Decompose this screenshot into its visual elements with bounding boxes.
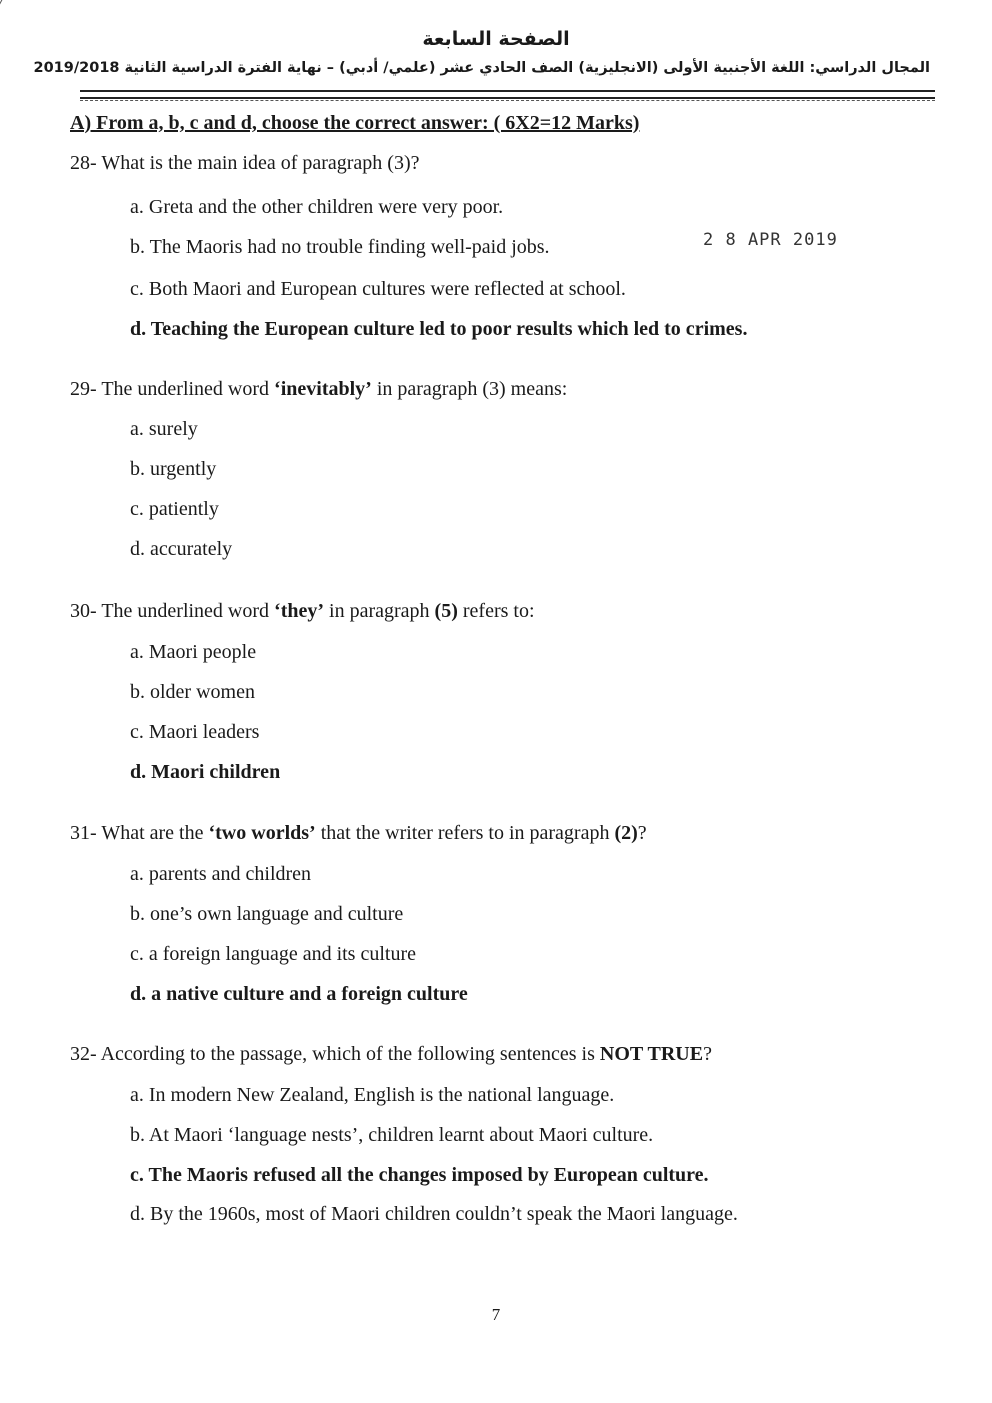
question-keyword: ‘inevitably’ — [274, 378, 372, 400]
option-32-d: d. By the 1960s, most of Maori children couldn’t speak the Maori language. — [130, 1203, 738, 1225]
option-30-d: d. Maori children — [130, 761, 281, 783]
question-paragraph-ref: (2) — [614, 822, 638, 844]
option-31-b: b. one’s own language and culture — [130, 903, 404, 925]
option-32-b: b. At Maori ‘language nests’, children learnt about Maori culture. — [130, 1124, 654, 1146]
question-text-start: What are the — [101, 822, 209, 844]
exam-subtitle-arabic: المجال الدراسي: اللغة الأجنبية الأولى (الانجليزية) الصف الحادي عشر (علمي/ أدبي) – نهاية الفترة الدراسية الثانية 2019/2018 — [33, 60, 930, 76]
option-30-b: b. older women — [130, 681, 255, 703]
option-31-c: c. a foreign language and its culture — [130, 943, 416, 965]
question-text-end: refers to: — [457, 600, 535, 622]
question-text-start: The underlined word — [101, 378, 275, 400]
question-number: 31- — [70, 822, 97, 844]
header-divider-dashed — [80, 100, 935, 101]
page-title-arabic: الصفحة السابعة — [422, 28, 570, 50]
question-text-end: ? — [703, 1043, 712, 1065]
option-32-c: c. The Maoris refused all the changes imposed by European culture. — [130, 1164, 709, 1186]
question-28 — [70, 152, 420, 175]
header-divider — [80, 90, 935, 99]
option-30-c: c. Maori leaders — [130, 721, 260, 743]
question-keyword: NOT TRUE — [599, 1043, 704, 1065]
question-keyword: ‘two worlds’ — [208, 822, 316, 844]
question-paragraph-ref: (5) — [434, 600, 458, 622]
option-32-a: a. In modern New Zealand, English is the national language. — [130, 1084, 615, 1106]
option-29-b: b. urgently — [130, 458, 217, 480]
question-number: 29- — [70, 378, 97, 400]
page-number: 7 — [491, 1305, 501, 1324]
option-text: a. surely — [130, 418, 198, 440]
question-text-start: The underlined word — [101, 600, 275, 622]
question-text-end: ? — [637, 822, 647, 844]
question-text-end: in paragraph (3) means: — [371, 378, 568, 400]
question-number: 28- — [70, 152, 97, 174]
question-29 — [70, 378, 567, 401]
question-number: 32- — [70, 1043, 97, 1065]
option-28-b: b. The Maoris had no trouble finding well-paid jobs. — [130, 236, 550, 258]
option-30-a: a. Maori people — [130, 641, 257, 663]
section-instruction: A) From a, b, c and d, choose the correct answer: ( 6X2=12 Marks) — [70, 112, 640, 134]
date-stamp: 2 8 APR 2019 — [703, 230, 838, 250]
question-text-middle: that the writer refers to in paragraph — [315, 822, 615, 844]
question-30 — [70, 600, 535, 623]
option-31-d: d. a native culture and a foreign culture — [130, 983, 468, 1005]
option-29-a — [130, 418, 198, 441]
question-text-middle: in paragraph — [324, 600, 435, 622]
option-28-c: c. Both Maori and European cultures were reflected at school. — [130, 278, 626, 300]
question-text: What is the main idea of paragraph (3)? — [101, 152, 420, 174]
question-number: 30- — [70, 600, 97, 622]
option-29-d: d. accurately — [130, 538, 233, 560]
option-28-a: a. Greta and the other children were very poor. — [130, 196, 504, 218]
question-text-start: According to the passage, which of the following sentences is — [100, 1043, 600, 1065]
option-28-d: d. Teaching the European culture led to poor results which led to crimes. — [130, 318, 748, 340]
question-32 — [70, 1043, 712, 1066]
option-31-a: a. parents and children — [130, 863, 312, 885]
question-keyword: ‘they’ — [274, 600, 325, 622]
question-31 — [70, 822, 647, 845]
option-29-c: c. patiently — [130, 498, 219, 520]
